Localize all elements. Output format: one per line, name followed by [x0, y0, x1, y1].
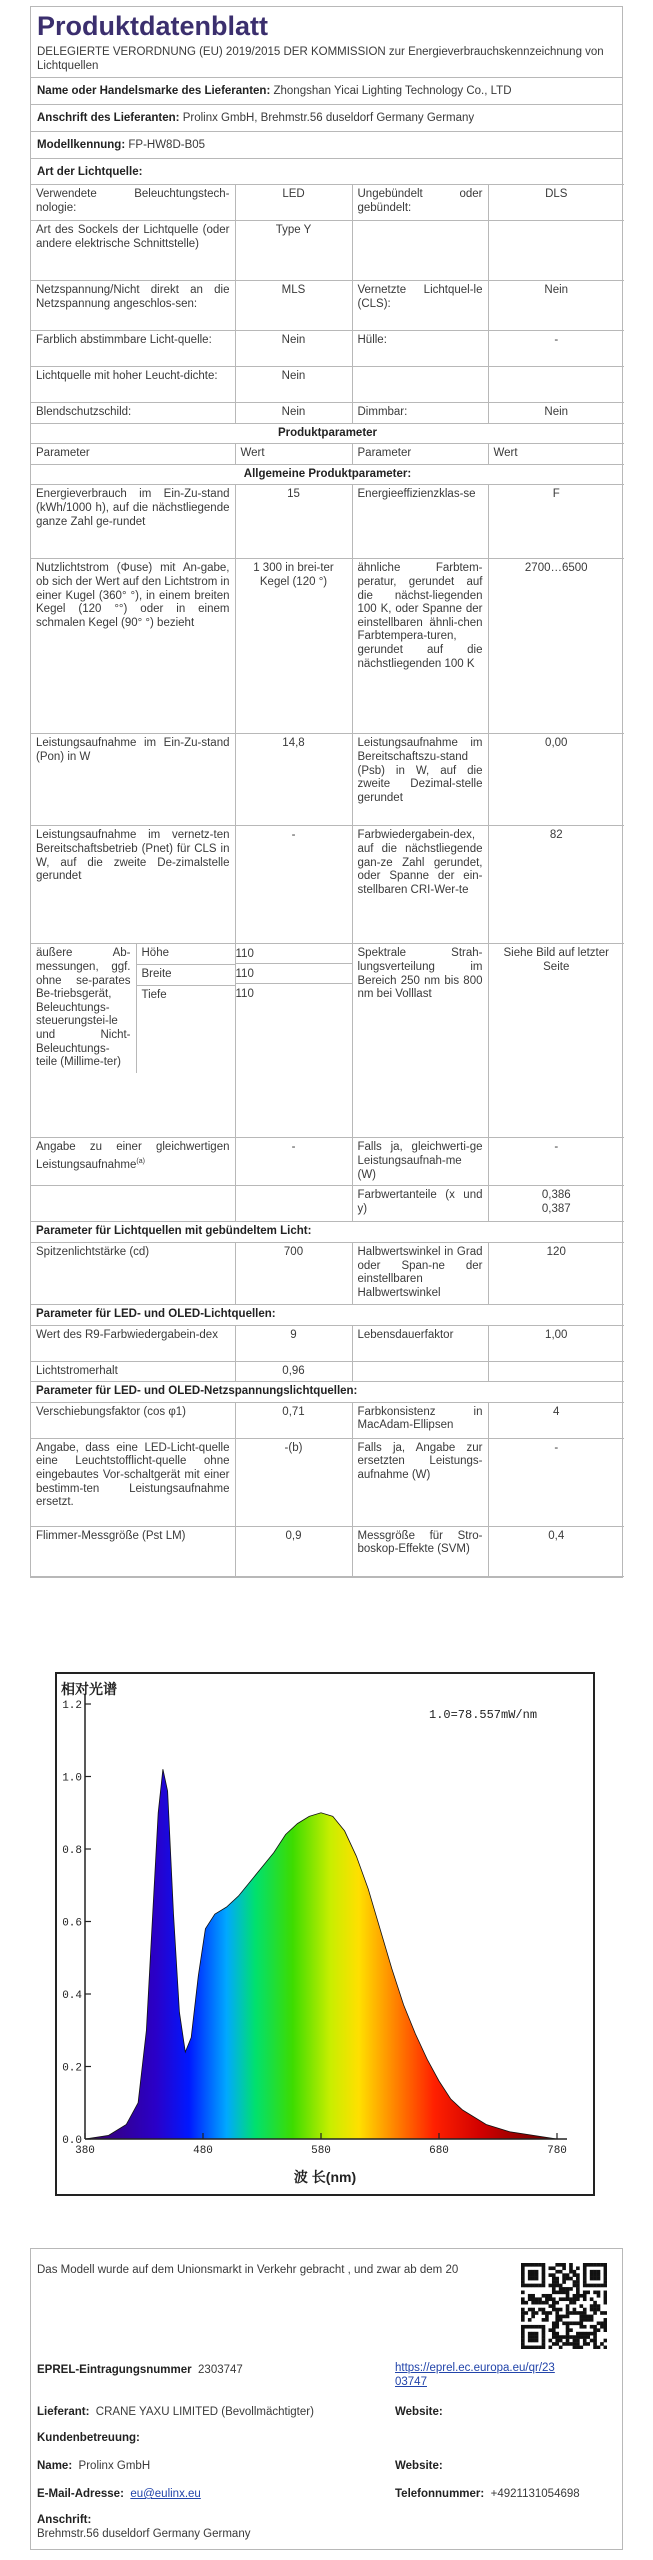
dimensions-table: [31, 944, 235, 1072]
table-cell: Nutzlichtstrom (Φuse) mit An-gabe, ob sich der Wert auf den Lichtstrom in einer Kugel (360° °), in einem breiten Kegel (120 °°) oder in einem schmalen Kegel (90° °) bezieht: [31, 559, 235, 734]
x-tick-label: 780: [547, 2145, 567, 2157]
care-website-label: Website:: [395, 2460, 443, 2472]
x-tick-label: 380: [75, 2145, 95, 2157]
table-cell: [235, 1186, 352, 1222]
light-source-table: [31, 184, 624, 1577]
table-cell: 120: [488, 1242, 624, 1304]
table-cell: Messgröße für Stro-boskop-Effekte (SVM): [352, 1526, 488, 1576]
regulation-subtitle: DELEGIERTE VERORDNUNG (EU) 2019/2015 DER KOMMISSION zur Energieverbrauchskennzeichnung von Lichtquellen: [37, 46, 604, 72]
table-cell: 0,4: [488, 1526, 624, 1576]
table-cell: Farbwertanteile (x und y): [352, 1186, 488, 1222]
table-cell: Netzspannung/Nicht direkt an die Netzspannung angeschlos-sen:: [31, 281, 235, 331]
table-cell: [352, 221, 488, 281]
table-cell: 110: [235, 988, 254, 1001]
table-cell: Farbkonsistenz in MacAdam-Ellipsen: [352, 1402, 488, 1438]
x-tick-label: 480: [193, 2145, 213, 2157]
supplier-name-row: Name oder Handelsmarke des Lieferanten: Zhongshan Yicai Lighting Technology Co., LTD: [31, 77, 622, 104]
table-cell: Leistungsaufnahme im Bereitschaftszu-stand (Psb) in W, auf die zweite Dezimal-stelle gerundet: [352, 734, 488, 826]
spectral-distribution-chart: [55, 1672, 595, 2196]
y-tick-label: 1.2: [62, 1700, 82, 1712]
x-tick-label: 580: [311, 2145, 331, 2157]
table-cell: Nein: [235, 331, 352, 367]
table-cell: 15: [235, 485, 352, 559]
market-intro: Das Modell wurde auf dem Unionsmarkt in Verkehr gebracht , und zwar ab dem 20: [37, 2264, 459, 2276]
section-heading: Parameter für Lichtquellen mit gebündeltem Licht:: [31, 1222, 624, 1243]
table-cell: 2700…6500: [488, 559, 624, 734]
table-cell: [488, 367, 624, 403]
table-cell: [352, 367, 488, 403]
table-cell: 0,9: [235, 1526, 352, 1576]
phone-row: Telefonnummer: +4921131054698: [395, 2488, 580, 2500]
customer-care-label: Kundenbetreuung:: [37, 2432, 140, 2444]
y-tick-label: 0.8: [62, 1845, 82, 1857]
chart-title: 相对光谱: [61, 1681, 117, 1697]
page-title: Produktdatenblatt: [37, 11, 269, 41]
table-cell: 4: [488, 1402, 624, 1438]
table-cell: Angabe zu einer gleichwertigen Leistungsaufnahme$^{(a)}$: [31, 1138, 235, 1186]
footer-section: [30, 2248, 623, 2550]
table-cell: Ungebündelt oder gebündelt:: [352, 185, 488, 221]
table-cell: 82: [488, 826, 624, 944]
table-cell: Farblich abstimmbare Licht-quelle:: [31, 331, 235, 367]
eprel-row: EPREL-Eintragungsnummer 2303747: [37, 2364, 243, 2376]
table-cell: Art des Sockels der Lichtquelle (oder andere elektrische Schnittstelle): [31, 221, 235, 281]
product-data-sheet: [30, 6, 623, 1578]
table-cell: LED: [235, 185, 352, 221]
dimensions-cell: [31, 944, 235, 1138]
eprel-link[interactable]: https://eprel.ec.europa.eu/qr/23 03747: [395, 2362, 555, 2388]
care-name-row: Name: Prolinx GmbH: [37, 2460, 151, 2472]
table-cell: DLS: [488, 185, 624, 221]
address-row: Anschrift: Brehmstr.56 duseldorf Germany Germany: [37, 2514, 251, 2540]
table-cell: -: [488, 1138, 624, 1186]
table-cell: Energieeffizienzklas-se: [352, 485, 488, 559]
table-cell: [488, 1361, 624, 1382]
section-heading: Produktparameter: [31, 423, 624, 444]
table-cell: 0,00: [488, 734, 624, 826]
chart-annotation: 1.0=78.557mW/nm: [429, 1708, 538, 1722]
light-type-heading: Art der Lichtquelle:: [31, 158, 622, 184]
table-cell: Nein: [235, 403, 352, 424]
table-cell: [488, 221, 624, 281]
dimensions-values: [235, 944, 352, 1138]
section-heading: Parameter für LED- und OLED-Netzspannungslichtquellen:: [31, 1382, 624, 1403]
table-cell: -: [235, 826, 352, 944]
table-cell: [31, 1186, 235, 1222]
table-cell: 110: [236, 944, 352, 964]
table-cell: -: [488, 331, 624, 367]
table-cell: ähnliche Farbtem-peratur, gerundet auf die nächst-liegenden 100 K, oder Spanne der einstellbaren ähnli-chen Farbtempera-turen, gerundet auf die nächstliegenden 100 K: [352, 559, 488, 734]
table-cell: Flimmer-Messgröße (Pst LM): [31, 1526, 235, 1576]
table-cell: Blendschutzschild:: [31, 403, 235, 424]
table-cell: Energieverbrauch im Ein-Zu-stand (kWh/1000 h), auf die nächstliegende ganze Zahl ge-rundet: [31, 485, 235, 559]
column-header: Parameter: [352, 444, 488, 465]
qr-code-icon[interactable]: [521, 2263, 607, 2349]
table-cell: 700: [235, 1242, 352, 1304]
table-cell: Verschiebungsfaktor (cos φ1): [31, 1402, 235, 1438]
x-tick-label: 680: [429, 2145, 449, 2157]
table-cell: Tiefe: [141, 988, 167, 1001]
column-header: Parameter: [31, 444, 235, 465]
y-tick-label: 0.0: [62, 2135, 82, 2147]
table-cell: Falls ja, Angabe zur ersetzten Leistungs-aufnahme (W): [352, 1438, 488, 1526]
table-cell: Lichtquelle mit hoher Leucht-dichte:: [31, 367, 235, 403]
table-cell: Lichtstromerhalt: [31, 1361, 235, 1382]
table-cell: Verwendete Beleuchtungstech-nologie:: [31, 185, 235, 221]
table-cell: MLS: [235, 281, 352, 331]
email-row: E-Mail-Adresse: eu@eulinx.eu: [37, 2488, 201, 2500]
table-cell: Falls ja, gleichwerti-ge Leistungsaufnah-me (W): [352, 1138, 488, 1186]
table-cell: Siehe Bild auf letzter Seite: [488, 944, 624, 1138]
table-cell: Vernetzte Lichtquel-le (CLS):: [352, 281, 488, 331]
table-cell: Wert des R9-Farbwiedergabein-dex: [31, 1325, 235, 1361]
table-cell: [352, 1361, 488, 1382]
table-cell: Spektrale Strah-lungsverteilung im Bereich 250 nm bis 800 nm bei Volllast: [352, 944, 488, 1138]
table-cell: Lebensdauerfaktor: [352, 1325, 488, 1361]
table-cell: 0,71: [235, 1402, 352, 1438]
table-cell: Angabe, dass eine LED-Licht-quelle eine Leuchtstofflicht-quelle ohne eingebautes Vor-schaltgerät mit einer bestimm-ten Leistungsaufnahme ersetzt.: [31, 1438, 235, 1526]
table-cell: Spitzenlichtstärke (cd): [31, 1242, 235, 1304]
table-cell: Höhe: [136, 944, 235, 964]
dimensions-label: äußere Ab-messungen, ggf. ohne se-parates Be-triebsgerät, Beleuchtungs-steuerungstei-le und Nicht-Beleuchtungs-teile (Millime-ter): [31, 944, 136, 1072]
table-cell: Leistungsaufnahme im vernetz-ten Bereitschaftsbetrieb (Pnet) für CLS in W, auf die zweite De-zimalstelle gerundet: [31, 826, 235, 944]
table-cell: Hülle:: [352, 331, 488, 367]
y-tick-label: 0.6: [62, 1917, 82, 1930]
table-cell: Leistungsaufnahme im Ein-Zu-stand (Pon) in W: [31, 734, 235, 826]
model-row: Modellkennung: FP-HW8D-B05: [31, 131, 622, 158]
table-cell: Nein: [235, 367, 352, 403]
section-heading: Parameter für LED- und OLED-Lichtquellen:: [31, 1304, 624, 1325]
table-cell: Halbwertswinkel in Grad oder Span-ne der einstellbaren Halbwertswinkel: [352, 1242, 488, 1304]
table-cell: Nein: [488, 403, 624, 424]
table-cell: 14,8: [235, 734, 352, 826]
table-cell: 0,96: [235, 1361, 352, 1382]
supplier-address-row: Anschrift des Lieferanten: Prolinx GmbH, Brehmstr.56 duseldorf Germany Germany: [31, 104, 622, 131]
column-header: Wert: [488, 444, 624, 465]
table-cell: 0,386 0,387: [488, 1186, 624, 1222]
y-tick-label: 1.0: [62, 1772, 82, 1785]
table-cell: 1,00: [488, 1325, 624, 1361]
x-axis-label: 波 长(nm): [293, 2169, 357, 2185]
y-tick-label: 0.4: [62, 1990, 82, 2002]
table-cell: Type Y: [235, 221, 352, 281]
supplier-row: Lieferant: CRANE YAXU LIMITED (Bevollmächtigter): [37, 2406, 314, 2418]
spectrum-area: [85, 1769, 557, 2139]
table-cell: -: [235, 1138, 352, 1186]
table-cell: -(b): [235, 1438, 352, 1526]
table-cell: F: [488, 485, 624, 559]
section-heading: Allgemeine Produktparameter:: [31, 464, 624, 485]
column-header: Wert: [235, 444, 352, 465]
email-link[interactable]: eu@eulinx.eu: [130, 2488, 201, 2500]
table-cell: Farbwiedergabein-dex, auf die nächstliegende gan-ze Zahl gerundet, oder Spanne der ein-stellbaren CRI-Wer-te: [352, 826, 488, 944]
spectrum-svg: [57, 1674, 593, 2194]
table-cell: Nein: [488, 281, 624, 331]
table-cell: 9: [235, 1325, 352, 1361]
table-cell: Breite: [136, 964, 235, 985]
table-cell: 110: [236, 964, 352, 984]
website-label: Website:: [395, 2406, 443, 2418]
table-cell: Dimmbar:: [352, 403, 488, 424]
table-cell: -: [488, 1438, 624, 1526]
y-tick-label: 0.2: [62, 2062, 82, 2075]
table-cell: 1 300 in brei-ter Kegel (120 °): [235, 559, 352, 734]
